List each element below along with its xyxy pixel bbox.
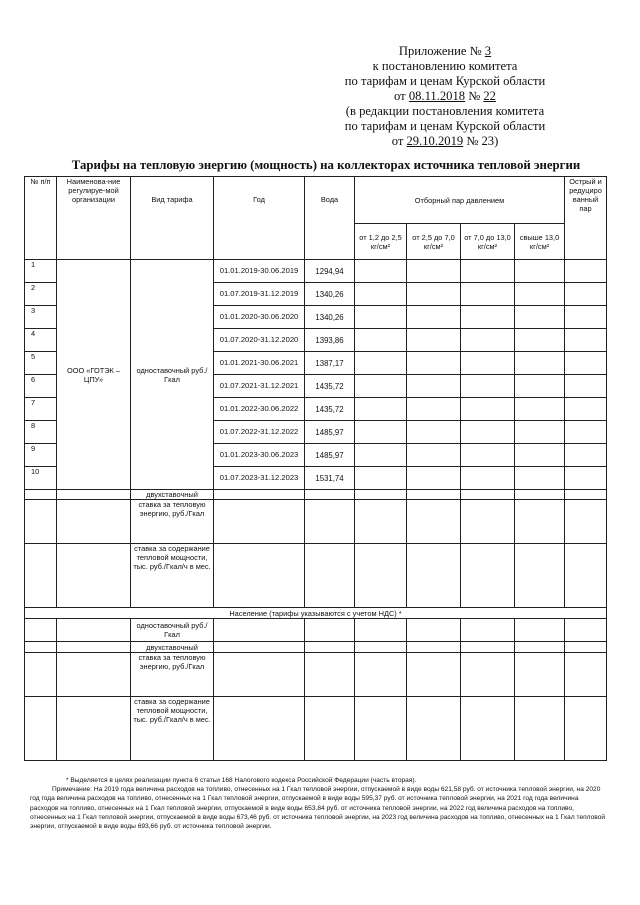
header-line-5: (в редакции постановления комитета [345,104,545,118]
empty-cell [355,544,407,608]
row-number: 9 [25,444,57,467]
empty-cell [355,653,407,697]
col-header-steam: Отборный пар давлением [355,177,565,224]
row-number: 7 [25,398,57,421]
empty-cell [57,544,131,608]
empty-cell [355,467,407,490]
empty-cell [515,544,565,608]
period-cell: 01.01.2021-30.06.2021 [214,352,305,375]
col-header-type: Вид тарифа [131,177,214,260]
empty-cell [305,490,355,500]
row-number: 1 [25,260,57,283]
empty-cell [565,260,607,283]
empty-cell [515,306,565,329]
header-line-6: по тарифам и ценам Курской области [344,119,546,133]
appendix-number: 3 [484,44,492,58]
empty-cell [355,697,407,761]
pop-twopart-label: двухставочный [131,642,214,653]
empty-cell [515,490,565,500]
empty-cell [355,421,407,444]
empty-cell [57,642,131,653]
empty-cell [407,653,461,697]
water-value: 1485,97 [305,421,355,444]
empty-cell [355,283,407,306]
empty-cell [214,697,305,761]
empty-cell [461,619,515,642]
empty-cell [565,653,607,697]
empty-cell [565,283,607,306]
empty-cell [461,490,515,500]
rate-capacity-label: ставка за содержание тепловой мощности, тыс. руб./Гкал/ч в мес. [131,544,214,608]
document-title: Тарифы на тепловую энергию (мощность) на коллекторах источника тепловой энергии [71,158,581,172]
row-number: 4 [25,329,57,352]
footnotes [30,776,606,831]
row-number: 2 [25,283,57,306]
empty-cell [214,642,305,653]
period-cell: 01.07.2019-31.12.2019 [214,283,305,306]
empty-cell [355,398,407,421]
empty-cell [461,421,515,444]
empty-cell [407,444,461,467]
fuel-cost-note: Примечание: На 2019 года величина расходов на топливо, отнесенных на 1 Гкал тепловой энергии, отпускаемой в виде воды 621,58 руб. от источника тепловой энергии, на 2020 год года величина расходов на топливо, отнесенных на 1 Гкал тепловой энергии, отпускаемой в виде воды 595,37 руб. от источника тепловой энергии, на 2021 год года величина расходов на топливо, отнесенных на 1 Гкал тепловой энергии, отпускаемой в виде воды 653,84 руб. от источника тепловой энергии, на 2022 год величина расходов на топливо, отнесенных на 1 Гкал тепловой энергии, отпускаемой в виде воды 673,46 руб. от источника тепловой энергии, на 2023 год величина расходов на топливо, отнесенных на 1 Гкал тепловой энергии, отпускаемой в виде воды 693,66 руб. от источника тепловой энергии. [30,786,606,831]
empty-cell [57,697,131,761]
pop-onepart-label: одноставочный руб./Гкал [131,619,214,642]
empty-cell [515,260,565,283]
tariff-type: одноставочный руб./Гкал [131,260,214,490]
empty-cell [565,306,607,329]
empty-cell [565,329,607,352]
empty-cell [461,467,515,490]
col-header-steam-1: от 1,2 до 2,5 кг/см² [355,224,407,260]
empty-cell [515,444,565,467]
row-number: 6 [25,375,57,398]
document-header [300,44,590,149]
empty-cell [461,500,515,544]
empty-cell [25,653,57,697]
empty-cell [461,260,515,283]
empty-cell [515,653,565,697]
empty-cell [407,306,461,329]
empty-cell [461,697,515,761]
empty-cell [305,619,355,642]
empty-cell [57,490,131,500]
water-value: 1485,97 [305,444,355,467]
empty-cell [407,421,461,444]
empty-cell [407,467,461,490]
empty-cell [214,544,305,608]
empty-cell [515,619,565,642]
empty-cell [515,352,565,375]
empty-cell [565,544,607,608]
empty-cell [565,467,607,490]
empty-cell [461,375,515,398]
empty-cell [515,500,565,544]
empty-cell [25,490,57,500]
period-cell: 01.07.2020-31.12.2020 [214,329,305,352]
empty-cell [565,642,607,653]
water-value: 1340,26 [305,306,355,329]
empty-cell [461,398,515,421]
empty-cell [355,375,407,398]
water-value: 1435,72 [305,398,355,421]
empty-cell [461,352,515,375]
water-value: 1531,74 [305,467,355,490]
row-number: 8 [25,421,57,444]
col-header-water: Вода [305,177,355,260]
header-line-3: по тарифам и ценам Курской области [344,74,546,88]
empty-cell [407,283,461,306]
empty-cell [515,467,565,490]
header-line-7: от 29.10.2019 № 23) [391,134,499,148]
col-header-sharp-steam: Острый и редуциро ванный пар [565,177,607,260]
empty-cell [461,329,515,352]
empty-cell [355,642,407,653]
period-cell: 01.07.2021-31.12.2021 [214,375,305,398]
period-cell: 01.01.2019-30.06.2019 [214,260,305,283]
col-header-year: Год [214,177,305,260]
empty-cell [214,653,305,697]
empty-cell [214,500,305,544]
empty-cell [305,544,355,608]
empty-cell [25,619,57,642]
empty-cell [515,697,565,761]
col-header-steam-3: от 7,0 до 13,0 кг/см² [461,224,515,260]
empty-cell [461,544,515,608]
empty-cell [214,619,305,642]
empty-cell [355,500,407,544]
empty-cell [57,619,131,642]
empty-cell [461,306,515,329]
empty-cell [407,490,461,500]
twopart-label: двухставочный [131,490,214,500]
empty-cell [407,260,461,283]
empty-cell [565,500,607,544]
pop-rate-energy-label: ставка за тепловую энергию, руб./Гкал [131,653,214,697]
empty-cell [305,653,355,697]
empty-cell [355,619,407,642]
empty-cell [407,697,461,761]
row-number: 10 [25,467,57,490]
empty-cell [461,642,515,653]
empty-cell [515,375,565,398]
vat-footnote: * Выделяется в целях реализации пункта 6 статьи 168 Налогового кодекса Российской Федерации (часть вторая). [66,777,417,784]
col-header-steam-4: свыше 13,0 кг/см² [515,224,565,260]
empty-cell [461,283,515,306]
empty-cell [407,375,461,398]
empty-cell [355,352,407,375]
col-header-org: Наименова-ние регулируе-мой организации [57,177,131,260]
empty-cell [565,619,607,642]
empty-cell [515,398,565,421]
empty-cell [25,544,57,608]
period-cell: 01.01.2023-30.06.2023 [214,444,305,467]
water-value: 1387,17 [305,352,355,375]
period-cell: 01.07.2022-31.12.2022 [214,421,305,444]
water-value: 1294,94 [305,260,355,283]
header-line-2: к постановлению комитета [372,59,518,73]
pop-rate-capacity-label: ставка за содержание тепловой мощности, тыс. руб./Гкал/ч в мес. [131,697,214,761]
empty-cell [461,444,515,467]
empty-cell [407,329,461,352]
header-line-1: Приложение № 3 [398,44,492,58]
header-line-4: от 08.11.2018 № 22 [394,89,496,103]
empty-cell [355,490,407,500]
empty-cell [515,329,565,352]
col-header-num: № п/п [25,177,57,260]
empty-cell [407,619,461,642]
empty-cell [407,500,461,544]
empty-cell [407,642,461,653]
population-section-heading: Население (тарифы указываются с учетом НДС) * [25,608,607,619]
empty-cell [407,352,461,375]
row-number: 3 [25,306,57,329]
empty-cell [57,653,131,697]
period-cell: 01.07.2023-31.12.2023 [214,467,305,490]
empty-cell [515,421,565,444]
empty-cell [565,375,607,398]
empty-cell [305,642,355,653]
empty-cell [25,697,57,761]
col-header-steam-2: от 2,5 до 7,0 кг/см² [407,224,461,260]
empty-cell [305,500,355,544]
empty-cell [565,352,607,375]
tariff-table [24,176,607,761]
empty-cell [214,490,305,500]
rate-energy-label: ставка за тепловую энергию, руб./Гкал [131,500,214,544]
empty-cell [461,653,515,697]
resolution-number: 22 [483,89,496,103]
empty-cell [565,398,607,421]
empty-cell [57,500,131,544]
empty-cell [25,500,57,544]
empty-cell [407,544,461,608]
empty-cell [565,697,607,761]
resolution-date: 08.11.2018 [408,89,466,103]
empty-cell [565,490,607,500]
empty-cell [355,444,407,467]
empty-cell [355,329,407,352]
empty-cell [407,398,461,421]
empty-cell [565,421,607,444]
org-name: ООО «ГОТЭК – ЦПУ» [57,260,131,490]
empty-cell [565,444,607,467]
water-value: 1393,86 [305,329,355,352]
empty-cell [305,697,355,761]
row-number: 5 [25,352,57,375]
period-cell: 01.01.2020-30.06.2020 [214,306,305,329]
water-value: 1435,72 [305,375,355,398]
empty-cell [355,260,407,283]
empty-cell [25,642,57,653]
revision-date: 29.10.2019 [406,134,464,148]
empty-cell [515,642,565,653]
empty-cell [515,283,565,306]
period-cell: 01.01.2022-30.06.2022 [214,398,305,421]
water-value: 1340,26 [305,283,355,306]
empty-cell [355,306,407,329]
